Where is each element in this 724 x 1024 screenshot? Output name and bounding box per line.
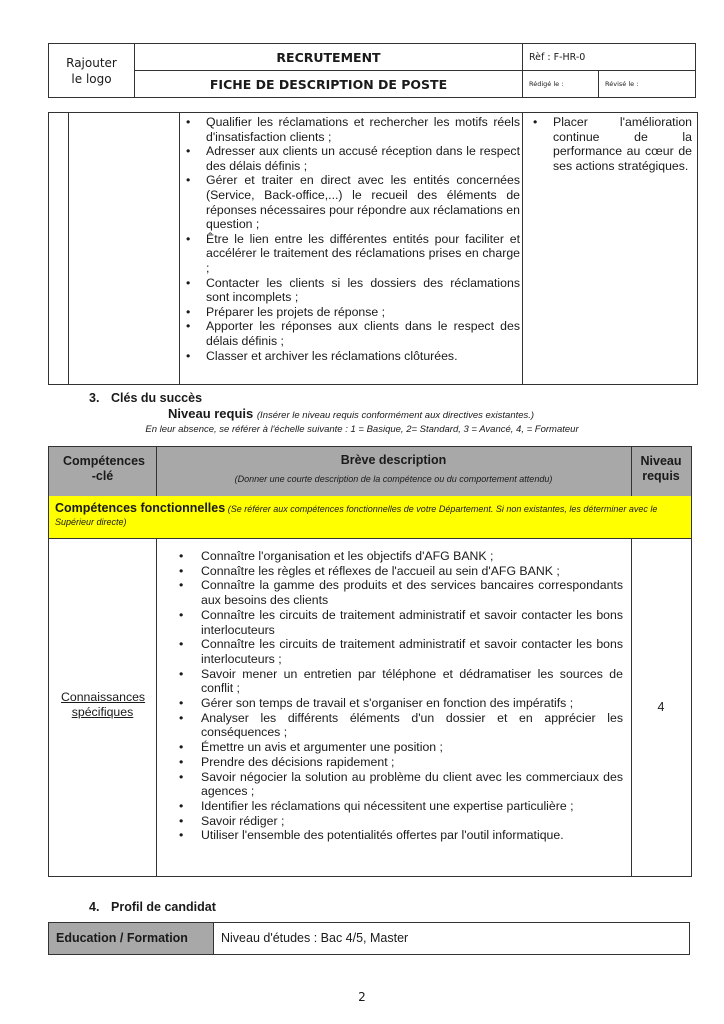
- logo-placeholder: [49, 44, 135, 98]
- competence-item: • Gérer son temps de travail et s'organiser en fonction des impératifs ;: [171, 696, 623, 711]
- competence-item: • Savoir négocier la solution au problème du client avec les commerciaux des agences ;: [171, 770, 623, 799]
- missions-table: [48, 112, 698, 385]
- competence-items-list: [171, 549, 623, 843]
- section-4-heading: [89, 900, 216, 914]
- header-niveau: Niveau requis: [640, 454, 682, 483]
- header-description-title: Brève description: [340, 453, 447, 467]
- logo-placeholder-text: Rajouter le logo: [66, 55, 117, 86]
- section-title: Clés du succès: [111, 391, 203, 405]
- competence-item: • Savoir mener un entretien par téléphone et dédramatiser les sources de conflit ;: [171, 667, 623, 696]
- header-description: [156, 453, 631, 484]
- education-label: Education / Formation: [49, 923, 214, 954]
- competence-item: • Identifier les réclamations qui nécessitent une expertise particulière ;: [171, 799, 623, 814]
- header-competences: Compétences -clé: [63, 454, 145, 483]
- task-item: • Apporter les réponses aux clients dans le respect des délais définis ;: [180, 319, 520, 348]
- task-item: • Qualifier les réclamations et rechercher les motifs réels d'insatisfaction clients ;: [180, 115, 520, 144]
- task-item: • Contacter les clients si les dossiers des réclamations sont incomplets ;: [180, 276, 520, 305]
- competence-name: Connaissances spécifiques: [61, 690, 146, 719]
- level-scale-note: En leur absence, se référer à l'échelle suivante : 1 = Basique, 2= Standard, 3 = Avancé, 4, = Formateur: [145, 424, 579, 435]
- column-divider: [68, 113, 69, 384]
- niveau-value: 4: [657, 700, 665, 714]
- redige-field: Rédigé le :: [523, 71, 599, 98]
- competence-item: • Émettre un avis et argumenter une position ;: [171, 740, 623, 755]
- competence-item: • Connaître les circuits de traitement administratif et savoir contacter les bons interlocuteurs: [171, 608, 623, 637]
- column-divider: [522, 113, 523, 384]
- competence-item: • Analyser les différents éléments d'un dossier et en apprécier les conséquences ;: [171, 711, 623, 740]
- document-header: [48, 43, 696, 98]
- task-item: • Préparer les projets de réponse ;: [180, 305, 520, 320]
- header-description-subtitle: (Donner une courte description de la compétence ou du comportement attendu): [234, 474, 553, 484]
- section-number: 4.: [89, 900, 100, 914]
- section-title: Profil de candidat: [111, 900, 216, 914]
- task-item: • Adresser aux clients un accusé réception dans le respect des délais définis ;: [180, 144, 520, 173]
- table-header-row: [49, 447, 691, 497]
- education-table: [48, 922, 690, 955]
- task-item: • Gérer et traiter en direct avec les entités concernées (Service, Back-office,...) le recueil des éléments de réponses nécessaires pour répondre aux réclamations en question ;: [180, 173, 520, 231]
- competence-item: • Connaître les règles et réflexes de l'accueil au sein d'AFG BANK ;: [171, 564, 623, 579]
- page-number: 2: [358, 990, 366, 1004]
- header-subtitle: FICHE DE DESCRIPTION DE POSTE: [135, 71, 523, 98]
- competence-item: • Prendre des décisions rapidement ;: [171, 755, 623, 770]
- niveau-requis-heading: [168, 406, 534, 421]
- header-column-divider: [156, 447, 157, 496]
- objective-item: • Placer l'amélioration continue de la performance au cœur de ses actions stratégiques.: [527, 115, 692, 173]
- section-3-heading: [89, 391, 202, 405]
- competences-table: [48, 446, 692, 877]
- header-title: RECRUTEMENT: [135, 44, 523, 71]
- competence-item: • Utiliser l'ensemble des potentialités offertes par l'outil informatique.: [171, 828, 623, 843]
- competence-item: • Connaître les circuits de traitement administratif et savoir contacter les bons interlocuteurs ;: [171, 637, 623, 666]
- niveau-note: (Insérer le niveau requis conformément aux directives existantes.): [256, 410, 535, 421]
- task-item: • Classer et archiver les réclamations clôturées.: [180, 349, 520, 364]
- group-title: Compétences fonctionnelles: [55, 501, 226, 515]
- education-value: Niveau d'études : Bac 4/5, Master: [221, 931, 409, 945]
- objectives-list: [527, 115, 692, 173]
- competence-item: • Connaître l'organisation et les objectifs d'AFG BANK ;: [171, 549, 623, 564]
- section-number: 3.: [89, 391, 100, 405]
- task-item: • Être le lien entre les différentes entités pour faciliter et accélérer le traitement des réclamations prises en charge ;: [180, 232, 520, 276]
- tasks-list: [180, 115, 520, 363]
- competence-item: • Savoir rédiger ;: [171, 814, 623, 829]
- competence-item: • Connaître la gamme des produits et des services bancaires correspondants aux besoins des clients: [171, 578, 623, 607]
- reference-code: Rèf : F-HR-0: [523, 44, 696, 71]
- group-note: (Se référer aux compétences fonctionnelles de votre Département. Si non existantes, les déterminer avec le Supérieur directe): [55, 504, 658, 527]
- group-row-fonctionnelles: [49, 496, 691, 539]
- header-column-divider: [631, 447, 632, 496]
- revise-field: Révisé le :: [599, 71, 696, 98]
- niveau-label: Niveau requis: [168, 406, 254, 421]
- group-row-text: [55, 502, 685, 529]
